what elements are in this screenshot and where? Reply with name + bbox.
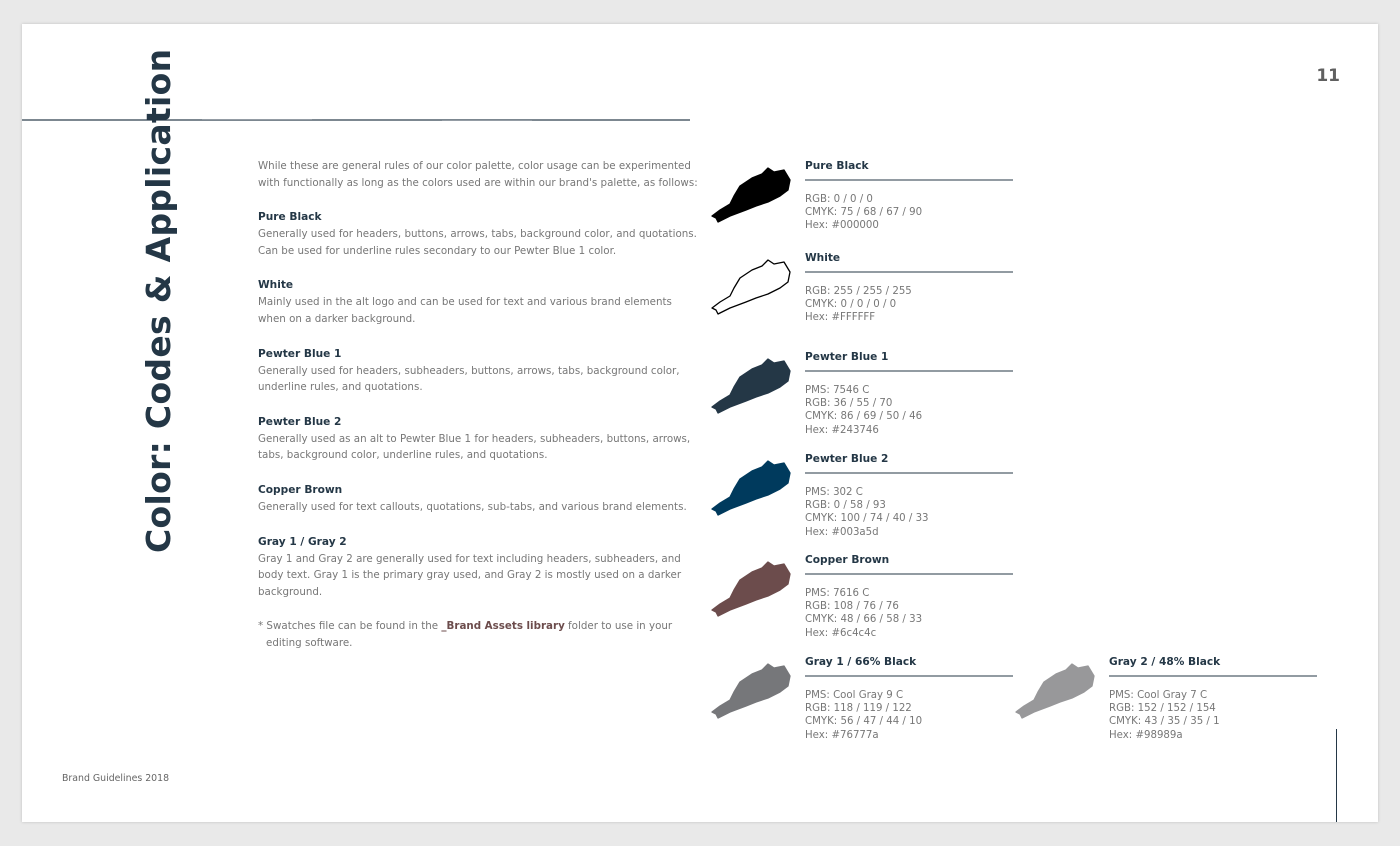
usage-rule-desc: Mainly used in the alt logo and can be used for text and various brand elements when on a darker background. (258, 296, 672, 325)
usage-rule-name: Gray 1 / Gray 2 (258, 535, 347, 548)
usage-rule-name: White (258, 279, 294, 292)
usage-rule-name: Pewter Blue 1 (258, 347, 342, 360)
swatch-white (710, 252, 1020, 358)
gray-1-paint-stroke-icon (710, 662, 792, 720)
swatch-copper-brown (710, 554, 1020, 660)
swatch-name: Gray 2 / 48% Black (1109, 656, 1221, 668)
swatch-spec-line: CMYK: 43 / 35 / 35 / 1 (1109, 716, 1220, 728)
usage-rule (258, 209, 698, 259)
usage-rule (258, 534, 698, 601)
swatch-spec-line: CMYK: 86 / 69 / 50 / 46 (805, 411, 923, 423)
swatch-spec-line: Hex: #98989a (1109, 729, 1183, 741)
swatch-underline (805, 271, 1013, 273)
swatch-spec-line: Hex: #FFFFFF (805, 312, 876, 324)
swatch-spec-line: CMYK: 75 / 68 / 67 / 90 (805, 207, 923, 219)
intro-lead: While these are general rules of our color palette, color usage can be experimented with functionally as long as the colors used are within our brand's palette, as follows: (258, 160, 698, 189)
swatch-pewter-blue-2 (710, 453, 1020, 559)
swatch-underline (1109, 675, 1317, 677)
swatch-spec-line: RGB: 118 / 119 / 122 (805, 703, 912, 715)
swatch-name: Pewter Blue 1 (805, 351, 889, 363)
swatch-spec-line: PMS: 7546 C (805, 385, 870, 396)
swatch-name: Gray 1 / 66% Black (805, 656, 917, 668)
swatch-underline (805, 573, 1013, 575)
usage-rule (258, 277, 698, 327)
swatch-spec-line: PMS: 302 C (805, 487, 863, 498)
usage-rule-desc: Generally used for headers, subheaders, buttons, arrows, tabs, background color, underline rules, and quotations. (258, 364, 680, 394)
swatch-name: Pewter Blue 2 (805, 453, 889, 465)
swatch-spec-line: Hex: #003a5d (805, 526, 879, 538)
usage-rule (258, 482, 698, 516)
swatch-spec-line: CMYK: 0 / 0 / 0 / 0 (805, 299, 897, 311)
swatch-spec-line: RGB: 152 / 152 / 154 (1109, 703, 1216, 715)
swatch-spec-line: Hex: #000000 (805, 220, 879, 232)
swatch-gray-1 (710, 656, 1020, 762)
swatch-spec-line: PMS: Cool Gray 7 C (1109, 690, 1208, 701)
swatch-name: Copper Brown (805, 554, 890, 566)
footer-text: Brand Guidelines 2018 (62, 773, 170, 784)
usage-rule (258, 346, 698, 396)
usage-rule-name: Copper Brown (258, 483, 343, 496)
copper-brown-paint-stroke-icon (710, 560, 792, 618)
page-edge-line (1336, 729, 1337, 822)
gray-2-paint-stroke-icon (1014, 662, 1096, 720)
swatch-underline (805, 675, 1013, 677)
usage-rule-name: Pewter Blue 2 (258, 415, 342, 428)
swatch-gray-2 (1014, 656, 1324, 762)
swatch-underline (805, 179, 1013, 181)
page-number: 11 (1316, 66, 1340, 86)
brand-guidelines-page (22, 24, 1378, 822)
usage-rule-name: Pure Black (258, 211, 322, 224)
swatch-underline (805, 370, 1013, 372)
usage-rule-desc: Generally used for headers, buttons, arrows, tabs, background color, and quotations. Can be used for underline rules secondary to our Pewter Blue 1 color. (258, 228, 697, 257)
usage-rule (258, 414, 698, 464)
brand-assets-library-link[interactable]: _Brand Assets library (441, 620, 565, 633)
usage-rule-desc: Generally used as an alt to Pewter Blue 1 for headers, subheaders, buttons, arrows, tabs, background color, underline rules, and quotations. (258, 432, 691, 462)
pewter-blue-1-paint-stroke-icon (710, 357, 792, 415)
swatch-spec-line: Hex: #6c4c4c (805, 627, 877, 639)
swatch-name: Pure Black (805, 160, 869, 172)
page-title: Color: Codes & Application (139, 48, 178, 553)
swatch-spec-line: PMS: 7616 C (805, 588, 870, 599)
swatches-note (258, 618, 698, 651)
pewter-blue-2-paint-stroke-icon (710, 459, 792, 517)
swatch-spec-line: Hex: #243746 (805, 424, 879, 436)
swatch-spec-line: RGB: 108 / 76 / 76 (805, 601, 899, 613)
title-wrapper (139, 48, 179, 553)
note-text-before: * Swatches file can be found in the (258, 620, 442, 633)
note-text-after: folder to use in your editing software. (266, 620, 673, 649)
white-paint-stroke-icon (710, 258, 792, 316)
usage-rule-desc: Gray 1 and Gray 2 are generally used for text including headers, subheaders, and body text. Gray 1 is the primary gray used, and Gray 2 is mostly used on a darker background. (258, 552, 682, 598)
swatch-spec-line: RGB: 0 / 58 / 93 (805, 500, 886, 512)
black-paint-stroke-icon (710, 166, 792, 224)
swatch-spec-line: RGB: 0 / 0 / 0 (805, 194, 873, 205)
swatch-spec-line: PMS: Cool Gray 9 C (805, 690, 904, 701)
swatch-spec-line: CMYK: 56 / 47 / 44 / 10 (805, 716, 923, 728)
swatch-spec-line: RGB: 255 / 255 / 255 (805, 286, 912, 297)
swatch-spec-line: CMYK: 100 / 74 / 40 / 33 (805, 513, 929, 525)
swatch-underline (805, 472, 1013, 474)
swatch-name: White (805, 252, 841, 264)
swatch-pewter-blue-1 (710, 351, 1020, 457)
intro-section (258, 158, 698, 652)
swatch-spec-line: Hex: #76777a (805, 729, 879, 741)
top-brush-rule (22, 119, 690, 121)
swatch-spec-line: RGB: 36 / 55 / 70 (805, 398, 893, 410)
swatch-spec-line: CMYK: 48 / 66 / 58 / 33 (805, 614, 923, 626)
usage-rule-desc: Generally used for text callouts, quotations, sub-tabs, and various brand elements. (258, 500, 687, 513)
